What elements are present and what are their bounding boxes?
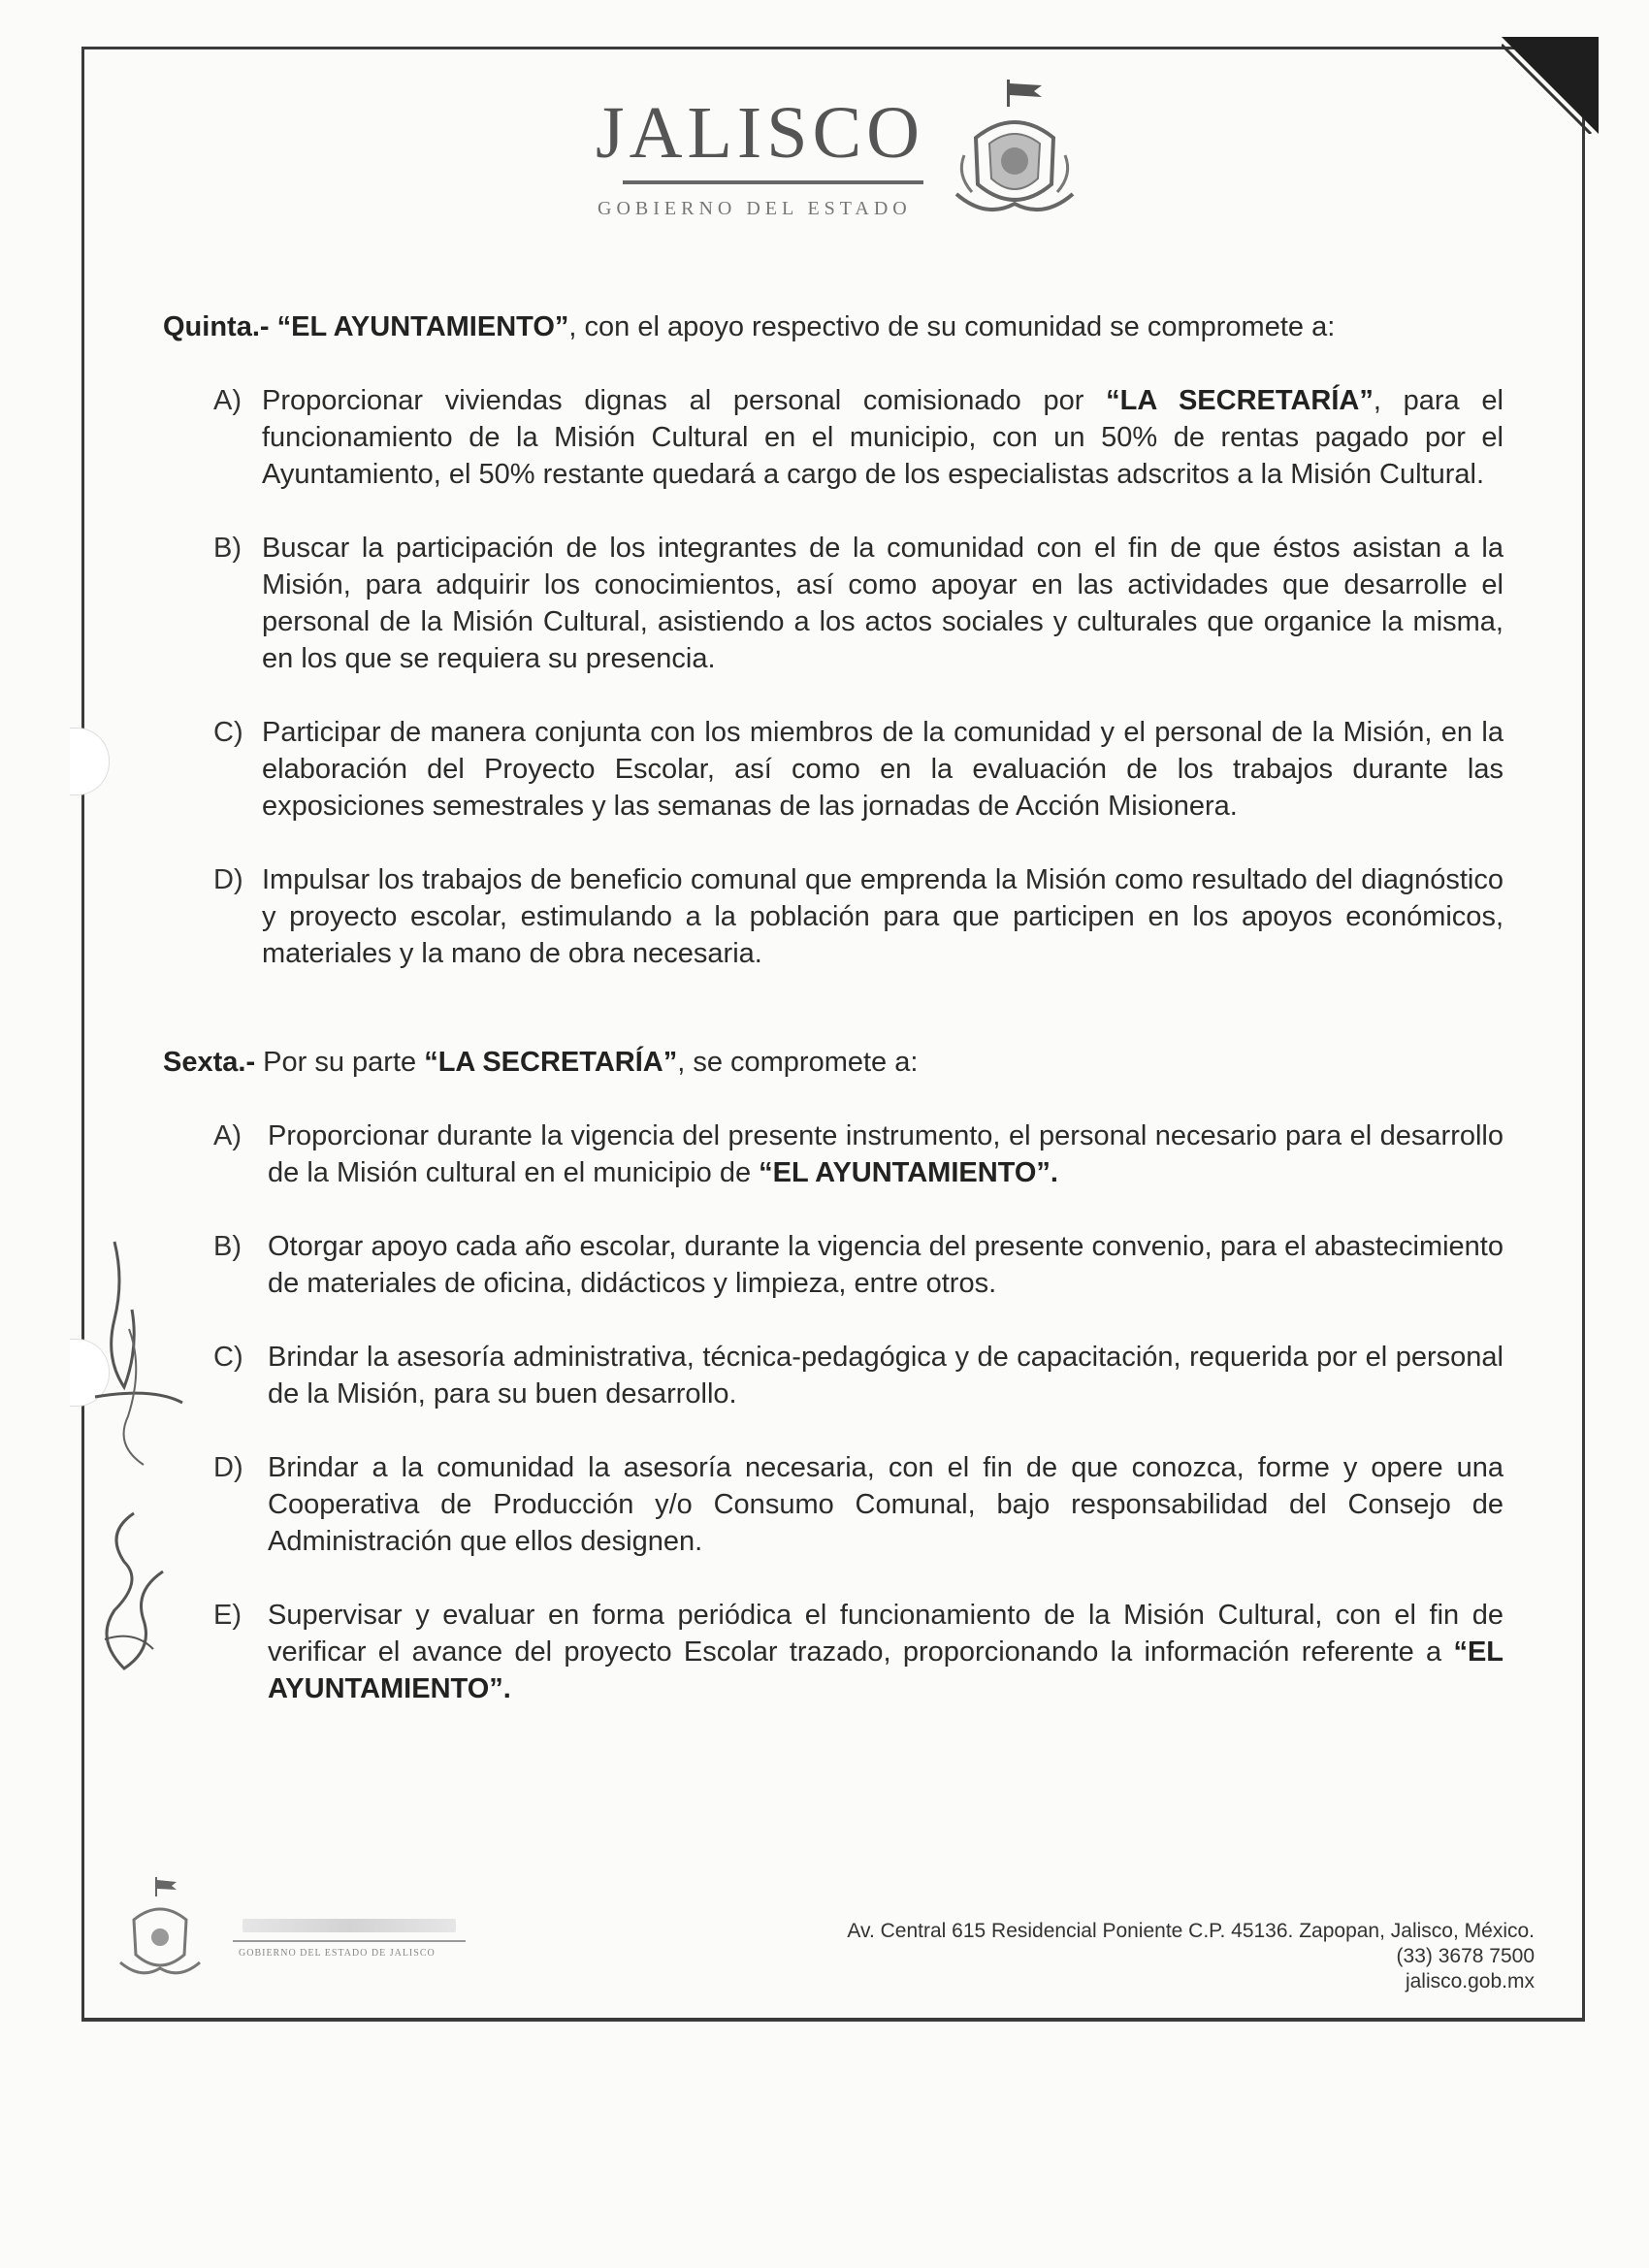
list-item [163,1118,1504,1191]
list-item [163,530,1504,677]
brand-wordmark: JALISCO [596,92,925,174]
footer-phone: (33) 3678 7500 [1396,1945,1535,1967]
item-letter: E) [213,1600,242,1631]
item-letter: B) [213,533,242,564]
item-letter: C) [213,1342,243,1373]
footer-mark-subtitle: GOBIERNO DEL ESTADO DE JALISCO [239,1948,436,1959]
item-text: Buscar la participación de los integrantes de la comunidad con el fin de que éstos asistan a la Misión, para adquirir los conocimientos, así como apoyar en las actividades que desarrolle el personal de la Misión Cultural, asistiendo a los actos sociales y culturales que organice la misma, en los que se requiera su presencia. [262,533,1504,674]
item-text: Otorgar apoyo cada año escolar, durante la vigencia del presente convenio, para el abastecimiento de materiales de oficina, didácticos y limpieza, entre otros. [268,1231,1504,1299]
folded-corner-mark [1502,37,1599,134]
item-text: , para el funcionamiento de la Misión Cultural en el municipio, con un 50% de rentas pagado por el Ayuntamiento, el 50% restante quedará a cargo de los especialistas adscritos a la Misión Cultural. [262,385,1504,490]
coat-of-arms-icon [947,78,1083,223]
footer-address: Av. Central 615 Residencial Poniente C.P. 45136. Zapopan, Jalisco, México. [847,1920,1535,1942]
party-name: “EL AYUNTAMIENTO”. [268,1636,1504,1704]
list-item [163,714,1504,825]
document-body [163,308,1504,1707]
footer-rule [233,1940,466,1942]
clause-sexta-list [163,1118,1504,1707]
list-item [163,1228,1504,1302]
footer-website: jalisco.gob.mx [1405,1970,1535,1993]
margin-signature [85,1222,192,1688]
coat-of-arms-icon [116,1877,204,1984]
item-text: Proporcionar viviendas dignas al personal comisionado por [262,385,1107,416]
brand-subtitle: GOBIERNO DEL ESTADO [598,198,912,219]
list-item [163,1597,1504,1707]
item-letter: A) [213,385,242,416]
clause-text: , se compromete a: [677,1047,919,1078]
clause-text: , con el apoyo respectivo de su comunidad se compromete a: [568,311,1336,342]
clause-label: Quinta.- [163,311,270,342]
list-item [163,1449,1504,1560]
clause-quinta-heading [163,308,1504,345]
item-text: Brindar la asesoría administrativa, técnica-pedagógica y de capacitación, requerida por el personal de la Misión, para su buen desarrollo. [268,1342,1504,1409]
party-name: “LA SECRETARÍA” [1106,385,1374,416]
letterhead [582,78,1086,223]
clause-quinta-list [163,382,1504,972]
party-name: “LA SECRETARÍA” [424,1047,678,1078]
brand-rule [623,180,923,184]
item-text: Impulsar los trabajos de beneficio comunal que emprenda la Misión como resultado del diagnóstico y proyecto escolar, estimulando a la población para que participen en los apoyos económicos, materiales y la mano de obra necesaria. [262,864,1504,969]
item-letter: D) [213,1452,243,1483]
item-letter: B) [213,1231,242,1262]
item-letter: A) [213,1120,242,1151]
list-item [163,382,1504,493]
item-letter: D) [213,864,243,895]
item-text: Supervisar y evaluar en forma periódica el funcionamiento de la Misión Cultural, con el fin de verificar el avance del proyecto Escolar trazado, proporcionando la información referente a [268,1600,1504,1668]
footer-wordmark [233,1919,475,1967]
clause-sexta-heading [163,1044,1504,1081]
faded-wordmark [242,1919,456,1932]
party-name: “EL AYUNTAMIENTO” [276,311,569,342]
list-item [163,1339,1504,1412]
item-letter: C) [213,717,243,748]
clause-label: Sexta.- [163,1047,256,1078]
party-name: “EL AYUNTAMIENTO”. [759,1157,1058,1188]
footer-contact [847,1919,1535,1994]
list-item [163,861,1504,972]
clause-text: Por su parte [255,1047,425,1078]
item-text: Brindar a la comunidad la asesoría necesaria, con el fin de que conozca, forme y opere una Cooperativa de Producción y/o Consumo Comunal, bajo responsabilidad del Consejo de Administración que ellos designen. [268,1452,1504,1557]
item-text: Participar de manera conjunta con los miembros de la comunidad y el personal de la Misión, en la elaboración del Proyecto Escolar, así como en la evaluación de los trabajos durante las exposiciones semestrales y las semanas de las jornadas de Acción Misionera. [262,717,1504,822]
item-text: Proporcionar durante la vigencia del presente instrumento, el personal necesario para el desarrollo de la Misión cultural en el municipio de [268,1120,1504,1188]
